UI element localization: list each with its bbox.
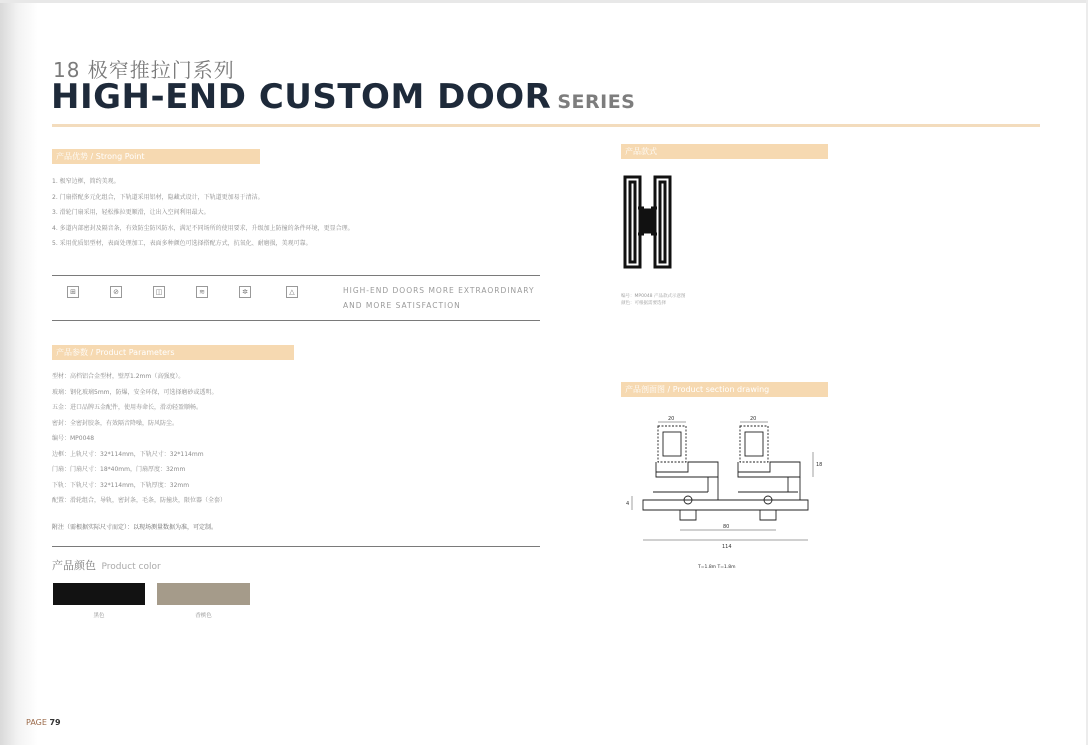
feature-icon-dust bbox=[233, 280, 257, 314]
slogan-line-1: HIGH-END DOORS MORE EXTRAORDINARY bbox=[343, 286, 535, 295]
door-style-illustration bbox=[620, 172, 680, 272]
section-drawing bbox=[618, 412, 828, 577]
swatch-black bbox=[53, 583, 145, 605]
feature-line: 5. 采用优质铝型材，表面处理加工，表面多种颜色可选择搭配方式，抗氧化、耐磨损，美观可靠。 bbox=[52, 240, 312, 247]
triangle-icon: △ bbox=[286, 286, 298, 298]
dim-w4: 114 bbox=[722, 544, 732, 550]
swatch-black-label: 黑色 bbox=[93, 613, 105, 619]
feature-line: 4. 多道内部密封及隔音条，有效防尘防风防水，满足不同场所的使用要求，升级加上防撞的条件环境，更显合理。 bbox=[52, 224, 354, 232]
param-line: 密封：全密封胶条，有效隔音降噪，防风防尘。 bbox=[52, 419, 179, 427]
door-panel-right bbox=[649, 177, 670, 267]
swatch-champagne bbox=[157, 583, 250, 605]
color-heading-en: Product color bbox=[101, 562, 161, 572]
icons-bottom-rule bbox=[52, 320, 540, 321]
feature-line: 3. 滑轮门扇采用，轻松推拉更顺滑，让出入空间利用最大。 bbox=[52, 209, 210, 216]
feature-icon-door bbox=[147, 280, 171, 314]
door-panel-left bbox=[625, 177, 647, 267]
dim-w3: 80 bbox=[723, 524, 730, 530]
param-line: 门扇：门扇尺寸：18*40mm，门扇厚度：32mm bbox=[52, 466, 186, 473]
section-outline bbox=[643, 426, 808, 520]
dust-icon: ✲ bbox=[239, 286, 251, 298]
title-main: HIGH-END CUSTOM DOOR bbox=[51, 77, 552, 117]
glass-icon: ⊘ bbox=[110, 286, 122, 298]
feature-line: 1. 极窄边框，简约美观。 bbox=[52, 178, 120, 185]
header-divider bbox=[52, 124, 1040, 127]
page-number bbox=[26, 718, 61, 727]
param-line: 下轨：下轨尺寸：32*114mm，下轨厚度：32mm bbox=[52, 481, 190, 489]
icons-top-rule bbox=[52, 275, 540, 276]
swatch-champagne-label: 香槟色 bbox=[195, 613, 212, 619]
frame-icon: ⊞ bbox=[67, 286, 79, 298]
top-edge bbox=[0, 0, 1088, 3]
dim-gap: 4 bbox=[626, 501, 630, 507]
params-list bbox=[52, 369, 532, 509]
param-line: 配置：滑轮组合，导轨，密封条，毛条，防撞块，限位器（全套） bbox=[52, 497, 227, 504]
features-list bbox=[52, 174, 522, 252]
params-heading: 产品参数 / Product Parameters bbox=[52, 345, 294, 360]
dim-w2: 20 bbox=[750, 416, 757, 422]
series-subtitle: 18 极窄推拉门系列 bbox=[53, 58, 235, 82]
param-line: 五金：进口品牌五金配件，使用寿命长，滑动轻盈顺畅。 bbox=[52, 404, 203, 411]
dim-h1: 18 bbox=[816, 462, 823, 468]
color-heading bbox=[52, 557, 161, 573]
seal-icon: ≋ bbox=[196, 286, 208, 298]
page-number-value: 79 bbox=[49, 718, 61, 727]
section-heading: 产品剖面图 / Product section drawing bbox=[621, 382, 828, 397]
param-line: 编号：MP0048 bbox=[52, 435, 95, 442]
page-title bbox=[51, 77, 635, 117]
style-caption bbox=[621, 293, 685, 307]
style-caption-line: 编号：MP0048 产品款式示意图 bbox=[621, 294, 686, 299]
feature-icon-seal bbox=[190, 280, 214, 314]
param-line: 玻璃：钢化玻璃5mm，防爆，安全环保，可选择磨砂或透明。 bbox=[52, 388, 218, 396]
title-suffix: SERIES bbox=[557, 91, 636, 113]
feature-line: 2. 门扇搭配多元化组合，下轨道采用铝材，隐藏式设计，下轨道更加易于清洁。 bbox=[52, 193, 264, 201]
dimension-lines bbox=[632, 422, 813, 540]
dim-w1: 20 bbox=[668, 416, 675, 422]
param-line: 型材：高档铝合金型材，壁厚1.2mm（高强度）。 bbox=[52, 373, 185, 380]
slogan-line-2: AND MORE SATISFACTION bbox=[343, 301, 461, 310]
features-heading: 产品优势 / Strong Point bbox=[52, 149, 260, 164]
door-icon: ◫ bbox=[153, 286, 165, 298]
dim-foot: T=1.8m T=1.8m bbox=[698, 565, 736, 570]
style-caption-line: 颜色：可根据需要选择 bbox=[621, 301, 666, 306]
style-heading: 产品款式 bbox=[621, 144, 828, 159]
params-note: 附注（需根据实际尺寸而定）：以现场测量数据为准，可定制。 bbox=[52, 524, 218, 531]
page-prefix: PAGE bbox=[26, 718, 47, 727]
color-heading-cn: 产品颜色 bbox=[52, 559, 96, 572]
param-line: 边框：上轨尺寸：32*114mm，下轨尺寸：32*114mm bbox=[52, 450, 204, 458]
feature-icon-frame bbox=[61, 280, 85, 314]
params-bottom-rule bbox=[52, 546, 540, 547]
feature-icon-triangle bbox=[280, 280, 304, 314]
feature-icon-glass bbox=[104, 280, 128, 314]
